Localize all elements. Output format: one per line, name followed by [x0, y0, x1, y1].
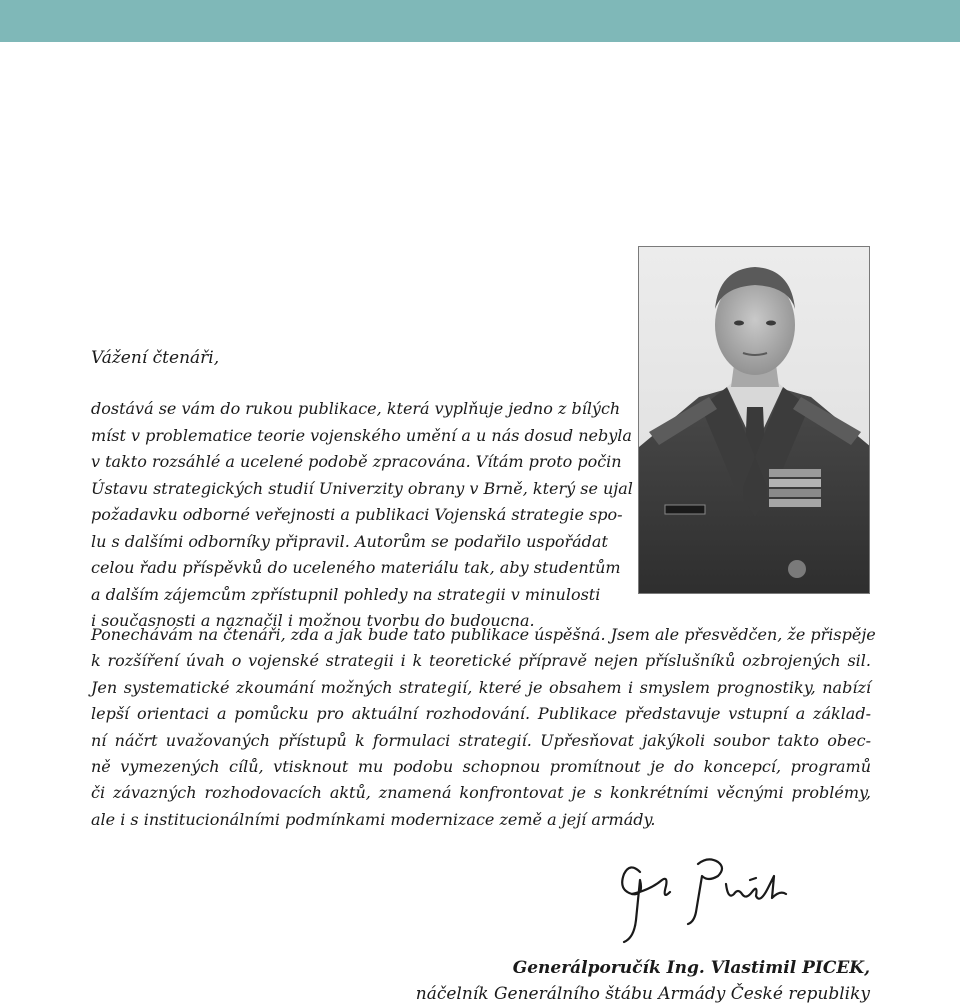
paragraph-2: [91, 622, 876, 833]
paragraph-2-line: Ponechávám na čtenáři, zda a jak bude tato publikace úspěšná. Jsem ale přesvědčen, že přispěje: [91, 625, 876, 644]
paragraph-2-line: ně vymezených cílů, vtisknout mu podobu schopnou promítnout je do koncepcí, programů: [91, 757, 871, 777]
paragraph-1-line: míst v problematice teorie vojenského umění a u nás dosud nebyla: [91, 425, 632, 445]
paragraph-2-line: či závazných rozhodovacích aktů, znamená konfrontovat je s konkrétními věcnými problémy,: [91, 783, 871, 803]
salutation: Vážení čtenáři,: [91, 348, 220, 368]
paragraph-1-line: v takto rozsáhlé a ucelené podobě zpracována. Vítám proto počin: [91, 452, 622, 471]
paragraph-2-line: ní náčrt uvažovaných přístupů k formulaci strategií. Upřesňovat jakýkoli soubor takto obec-: [91, 730, 871, 750]
paragraph-1-line: a dalším zájemcům zpřístupnil pohledy na strategii v minulosti: [91, 584, 601, 604]
signatory-title: náčelník Generálního štábu Armády České republiky: [415, 984, 870, 1004]
handwritten-signature: [610, 850, 810, 950]
paragraph-1: [91, 396, 631, 635]
paragraph-1-line: celou řadu příspěvků do uceleného materiálu tak, aby studentům: [91, 558, 621, 577]
paragraph-1-line: Ústavu strategických studií Univerzity obrany v Brně, který se ujal: [91, 478, 633, 498]
paragraph-1-line: dostává se vám do rukou publikace, která vyplňuje jedno z bílých: [91, 399, 621, 418]
top-color-band: [0, 0, 960, 42]
signatory-name: Generálporučík Ing. Vlastimil PICEK,: [512, 958, 870, 978]
portrait-photo: [638, 246, 870, 594]
paragraph-2-last-line: ale i s institucionálními podmínkami modernizace země a její armády.: [91, 809, 656, 829]
paragraph-1-line: požadavku odborné veřejnosti a publikaci Vojenská strategie spo-: [91, 505, 623, 524]
paragraph-1-line: i současnosti a naznačil i možnou tvorbu do budoucna.: [91, 611, 535, 630]
paragraph-2-line: Jen systematické zkoumání možných strategií, které je obsahem i smyslem prognostiky, nabízí: [91, 677, 871, 697]
paragraph-2-line: k rozšíření úvah o vojenské strategii i k teoretické přípravě nejen příslušníků ozbrojených sil.: [91, 651, 871, 671]
paragraph-2-line: lepší orientaci a pomůcku pro aktuální rozhodování. Publikace představuje vstupní a základ-: [91, 704, 871, 724]
paragraph-1-line: lu s dalšími odborníky připravil. Autorům se podařilo uspořádat: [91, 531, 608, 551]
